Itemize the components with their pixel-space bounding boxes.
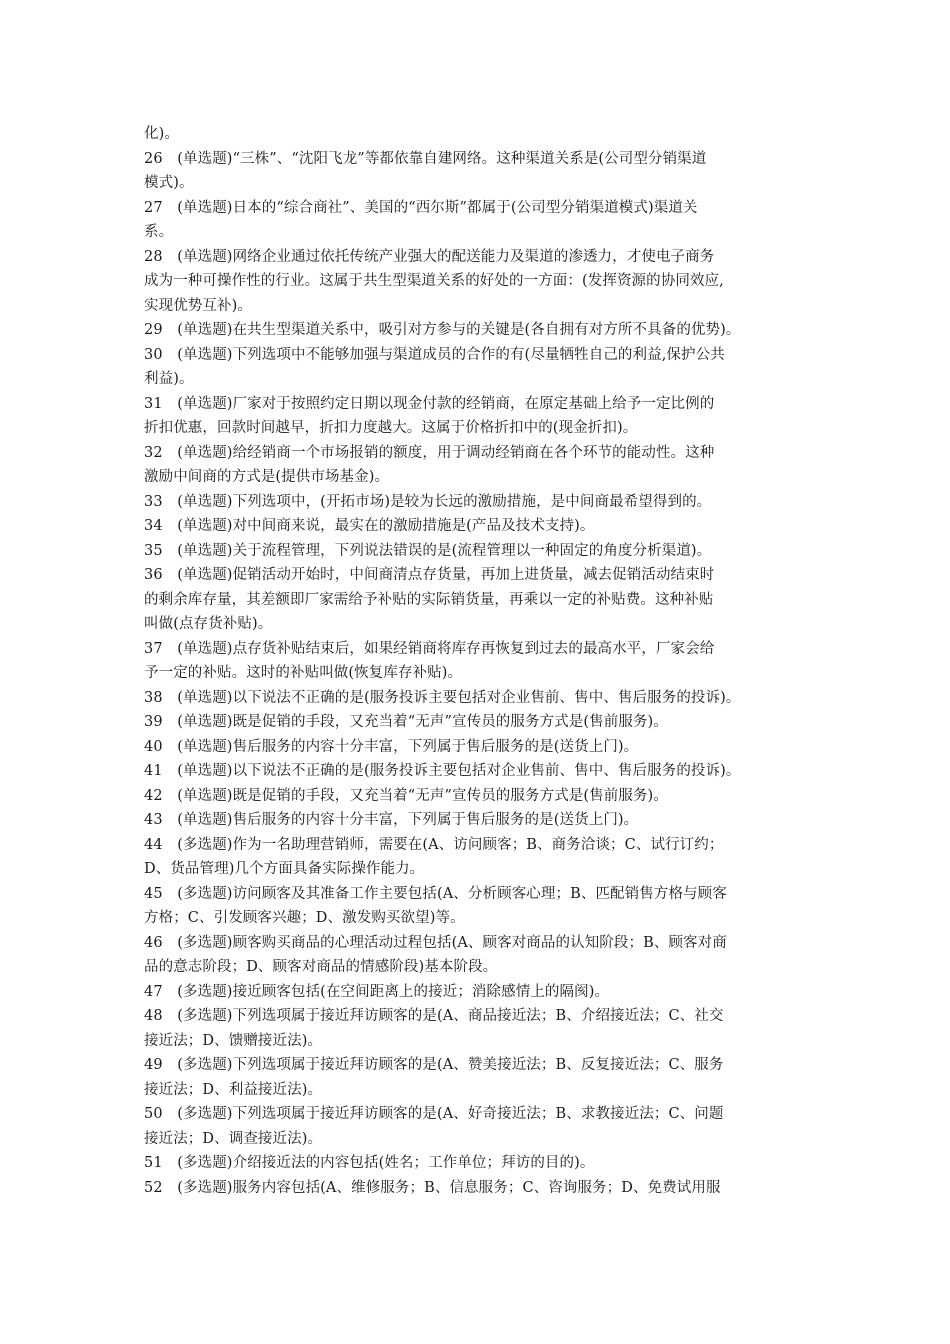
text-line: 46 (多选题)顾客购买商品的心理活动过程包括(A、顾客对商品的认知阶段；B、顾客对商 [144, 934, 727, 951]
text-line: 50 (多选题)下列选项属于接近拜访顾客的是(A、好奇接近法；B、求教接近法；C、问题 [144, 1106, 724, 1122]
text-line: 40 (单选题)售后服务的内容十分丰富，下列属于售后服务的是(送货上门)。 [144, 738, 639, 755]
text-line: 品的意志阶段；D、顾客对商品的情感阶段)基本阶段。 [144, 959, 498, 975]
text-line: 48 (多选题)下列选项属于接近拜访顾客的是(A、商品接近法；B、介绍接近法；C、社交 [144, 1008, 724, 1024]
text-line: 32 (单选题)给经销商一个市场报销的额度，用于调动经销商在各个环节的能动性。这种 [144, 444, 715, 461]
text-line: 37 (单选题)点存货补贴结束后，如果经销商将库存再恢复到过去的最高水平，厂家会给 [144, 640, 715, 657]
text-line: 叫做(点存货补贴)。 [144, 616, 273, 632]
text-line: 接近法；D、调查接近法)。 [144, 1130, 323, 1147]
text-line: 28 (单选题)网络企业通过依托传统产业强大的配送能力及渠道的渗透力，才使电子商务 [144, 248, 715, 265]
text-line: 43 (单选题)售后服务的内容十分丰富，下列属于售后服务的是(送货上门)。 [144, 812, 639, 828]
text-line: 接近法；D、馈赠接近法)。 [144, 1032, 323, 1049]
text-line: 30 (单选题)下列选项中不能够加强与渠道成员的合作的有(尽量牺牲自己的利益,保护公共 [144, 346, 725, 363]
document-body [144, 122, 816, 1200]
text-line: 45 (多选题)访问顾客及其准备工作主要包括(A、分析顾客心理；B、匹配销售方格与顾客 [144, 885, 727, 902]
text-line: 激励中间商的方式是(提供市场基金)。 [144, 469, 390, 485]
text-line: 接近法；D、利益接近法)。 [144, 1081, 323, 1098]
text-line: 51 (多选题)介绍接近法的内容包括(姓名；工作单位；拜访的目的)。 [144, 1155, 595, 1171]
text-line: D、货品管理)几个方面具备实际操作能力。 [144, 861, 425, 877]
text-line: 27 (单选题)日本的“综合商社”、美国的“西尔斯”都属于(公司型分销渠道模式)渠道关 [144, 199, 698, 216]
text-line: 折扣优惠，回款时间越早，折扣力度越大。这属于价格折扣中的(现金折扣)。 [144, 420, 638, 436]
text-line: 系。 [144, 224, 174, 240]
text-line: 44 (多选题)作为一名助理营销师，需要在(A、访问顾客；B、商务洽谈；C、试行订约； [144, 836, 724, 853]
text-line: 36 (单选题)促销活动开始时，中间商清点存货量，再加上进货量，减去促销活动结束时 [144, 567, 715, 583]
text-line: 34 (单选题)对中间商来说，最实在的激励措施是(产品及技术支持)。 [144, 518, 595, 534]
text-line: 成为一种可操作性的行业。这属于共生型渠道关系的好处的一方面：(发挥资源的协同效应, [144, 273, 724, 289]
text-line: 39 (单选题)既是促销的手段，又充当着“无声”宣传员的服务方式是(售前服务)。 [144, 714, 668, 730]
text-line: 35 (单选题)关于流程管理，下列说法错误的是(流程管理以一种固定的角度分析渠道)。 [144, 542, 712, 559]
text-line: 模式)。 [144, 175, 194, 191]
text-line: 42 (单选题)既是促销的手段，又充当着“无声”宣传员的服务方式是(售前服务)。 [144, 787, 668, 804]
text-line: 实现优势互补)。 [144, 297, 252, 314]
text-line: 38 (单选题)以下说法不正确的是(服务投诉主要包括对企业售前、售中、售后服务的投诉)。 [144, 689, 741, 706]
text-line: 26 (单选题)“三株”、“沈阳飞龙”等都依靠自建网络。这种渠道关系是(公司型分销渠道 [144, 150, 707, 167]
text-line: 41 (单选题)以下说法不正确的是(服务投诉主要包括对企业售前、售中、售后服务的投诉)。 [144, 763, 741, 779]
text-line: 方格；C、引发顾客兴趣；D、激发购买欲望)等。 [144, 910, 465, 926]
text-line: 31 (单选题)厂家对于按照约定日期以现金付款的经销商，在原定基础上给予一定比例的 [144, 395, 715, 412]
text-line: 化)。 [144, 126, 179, 142]
text-line: 利益)。 [144, 371, 194, 387]
text-line: 33 (单选题)下列选项中，(开拓市场)是较为长远的激励措施，是中间商最希望得到的。 [144, 493, 712, 510]
text-line: 52 (多选题)服务内容包括(A、维修服务；B、信息服务；C、咨询服务；D、免费试用服 [144, 1179, 721, 1196]
text-line: 49 (多选题)下列选项属于接近拜访顾客的是(A、赞美接近法；B、反复接近法；C、服务 [144, 1057, 724, 1073]
text-line: 的剩余库存量，其差额即厂家需给予补贴的实际销货量，再乘以一定的补贴费。这种补贴 [144, 591, 714, 608]
text-line: 29 (单选题)在共生型渠道关系中，吸引对方参与的关键是(各自拥有对方所不具备的优势)。 [144, 322, 741, 338]
text-line: 47 (多选题)接近顾客包括(在空间距离上的接近；消除感情上的隔阂)。 [144, 983, 610, 1000]
text-line: 予一定的补贴。这时的补贴叫做(恢复库存补贴)。 [144, 665, 463, 681]
